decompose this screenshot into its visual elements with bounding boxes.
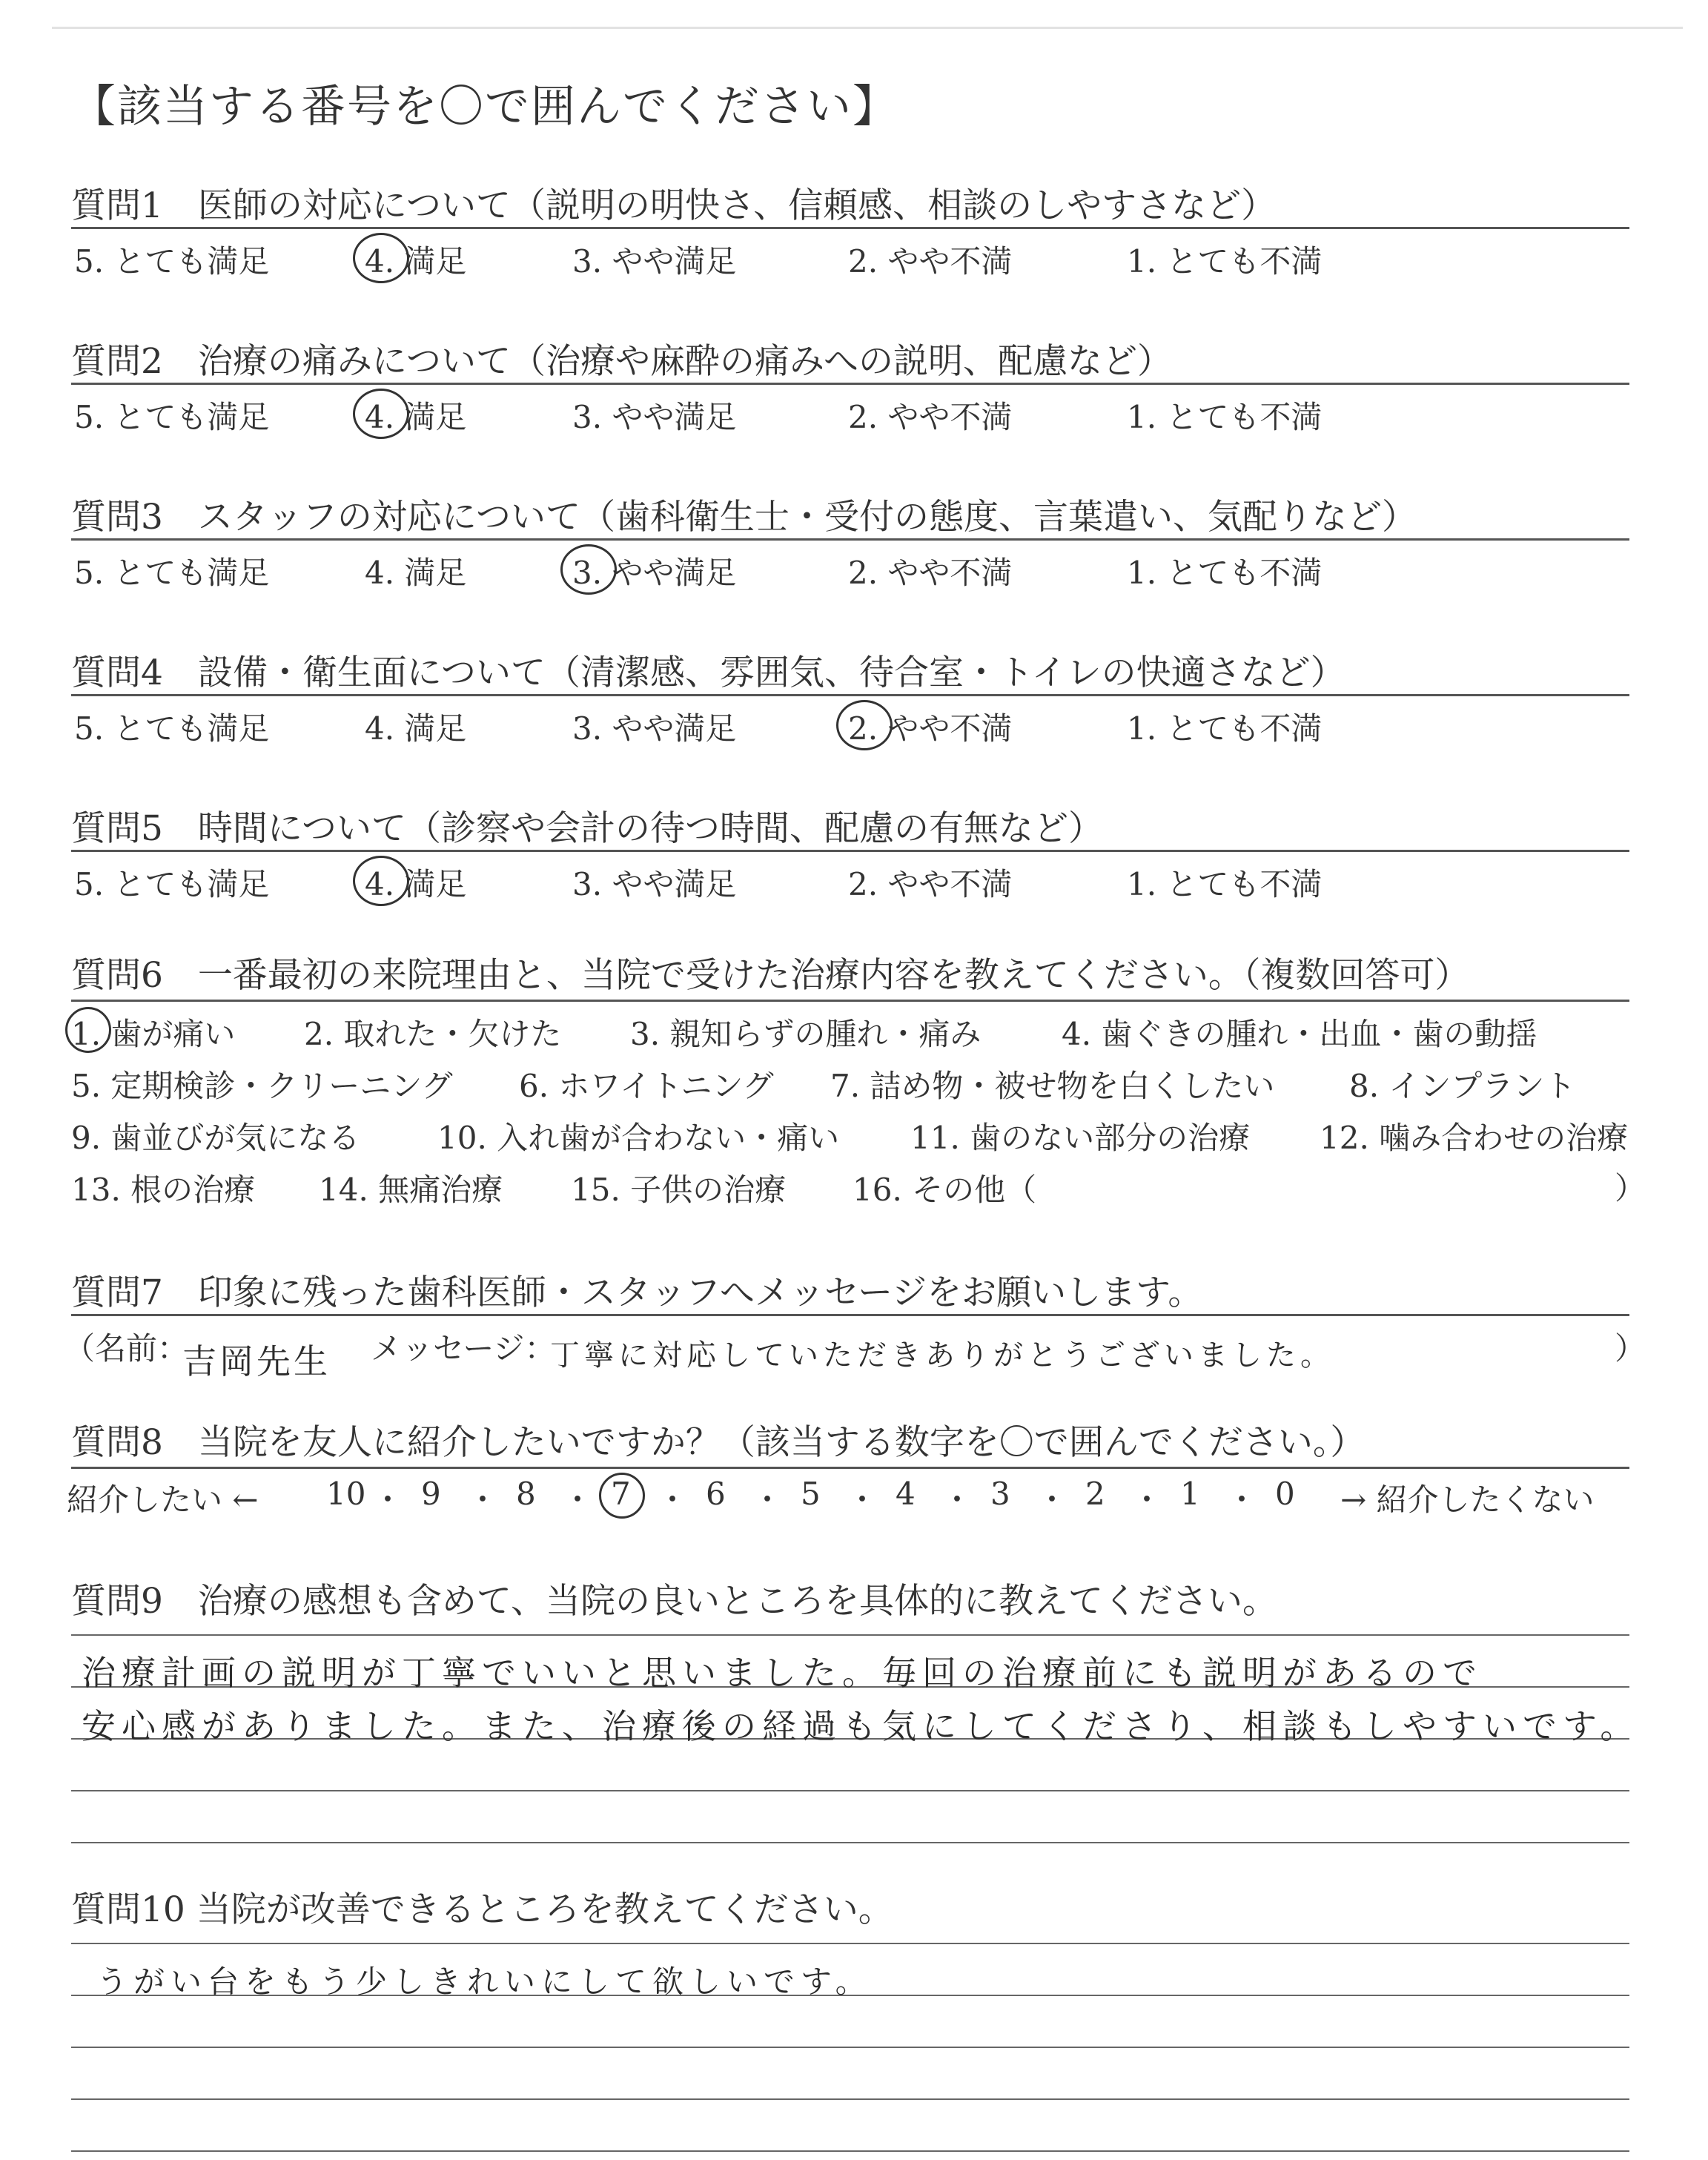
q7-name-value[interactable]: 吉岡先生 bbox=[182, 1341, 331, 1381]
q1-option-1[interactable]: 1. とても不満 bbox=[1127, 243, 1323, 280]
q8-scale-separator: ・ bbox=[562, 1482, 594, 1518]
q3-option-1[interactable]: 1. とても不満 bbox=[1127, 555, 1323, 591]
q10-answer-text[interactable]: うがい台をもう少しきれいにして欲しいです。 bbox=[96, 1964, 873, 2000]
q8-scale-separator: ・ bbox=[847, 1482, 878, 1518]
instruction-header: 【該当する番号を〇で囲んでください】 bbox=[71, 81, 898, 133]
q2-selection-circle bbox=[353, 389, 409, 439]
q7-title: 質問7 印象に残った歯科医師・スタッフへメッセージをお願いします。 bbox=[71, 1272, 1203, 1313]
q6-option-5[interactable]: 5. 定期検診・クリーニング bbox=[71, 1068, 453, 1104]
q8-scale-10[interactable]: 10 bbox=[326, 1476, 366, 1512]
q2-option-2[interactable]: 2. やや不満 bbox=[848, 399, 1013, 435]
q8-scale-separator: ・ bbox=[941, 1482, 973, 1518]
q8-scale-7[interactable]: 7 bbox=[611, 1476, 631, 1512]
q7-name-label: （名前： bbox=[64, 1330, 189, 1367]
q3-option-5[interactable]: 5. とても満足 bbox=[74, 555, 270, 591]
q8-scale-separator: ・ bbox=[372, 1482, 404, 1518]
q4-option-2[interactable]: 2. やや不満 bbox=[848, 710, 1013, 747]
q1-option-5[interactable]: 5. とても満足 bbox=[74, 243, 270, 280]
q4-option-5[interactable]: 5. とても満足 bbox=[74, 710, 270, 747]
q2-option-5[interactable]: 5. とても満足 bbox=[74, 399, 270, 435]
q5-option-2[interactable]: 2. やや不満 bbox=[848, 866, 1013, 902]
q8-scale-2[interactable]: 2 bbox=[1085, 1476, 1105, 1512]
top-border bbox=[52, 27, 1683, 29]
q8-scale-1[interactable]: 1 bbox=[1180, 1476, 1200, 1512]
q6-title: 質問6 一番最初の来院理由と、当院で受けた治療内容を教えてください。（複数回答可） bbox=[71, 955, 1470, 996]
q9-answer-text-1[interactable]: 治療計画の説明が丁寧でいいと思いました。毎回の治療前にも説明があるので bbox=[82, 1653, 1483, 1693]
q3-option-4[interactable]: 4. 満足 bbox=[365, 555, 467, 591]
q8-scale-9[interactable]: 9 bbox=[421, 1476, 441, 1512]
q8-scale-separator: ・ bbox=[1226, 1482, 1258, 1518]
q6-option-11[interactable]: 11. 歯のない部分の治療 bbox=[910, 1120, 1251, 1156]
q1-selection-circle bbox=[353, 233, 409, 283]
q6-option-10[interactable]: 10. 入れ歯が合わない・痛い bbox=[437, 1120, 840, 1156]
q8-scale-separator: ・ bbox=[1131, 1482, 1163, 1518]
q9-answer-text-2[interactable]: 安心感がありました。また、治療後の経過も気にしてくださり、相談もしやすいです。 bbox=[82, 1706, 1641, 1746]
q8-right-label: → 紹介したくない bbox=[1340, 1482, 1595, 1518]
q6-rule bbox=[71, 1000, 1629, 1002]
q8-scale-0[interactable]: 0 bbox=[1275, 1476, 1295, 1512]
q8-scale-separator: ・ bbox=[467, 1482, 499, 1518]
q8-left-label: 紹介したい ← bbox=[67, 1482, 259, 1518]
q4-selection-circle bbox=[836, 700, 893, 750]
q2-option-4[interactable]: 4. 満足 bbox=[365, 399, 467, 435]
q5-option-4[interactable]: 4. 満足 bbox=[365, 866, 467, 902]
q1-option-3[interactable]: 3. やや満足 bbox=[572, 243, 737, 280]
q5-option-3[interactable]: 3. やや満足 bbox=[572, 866, 737, 902]
q10-answer-line bbox=[71, 2098, 1629, 2100]
q1-option-4[interactable]: 4. 満足 bbox=[365, 243, 467, 280]
q4-title: 質問4 設備・衛生面について（清潔感、雰囲気、待合室・トイレの快適さなど） bbox=[71, 653, 1345, 693]
q7-close-paren: ） bbox=[1615, 1330, 1646, 1367]
q7-message-value[interactable]: 丁寧に対応していただきありがとうございました。 bbox=[550, 1338, 1334, 1373]
q6-option-13[interactable]: 13. 根の治療 bbox=[71, 1172, 256, 1208]
q8-selection-circle bbox=[599, 1473, 645, 1519]
q6-option-14[interactable]: 14. 無痛治療 bbox=[319, 1172, 503, 1208]
q6-option-6[interactable]: 6. ホワイトニング bbox=[519, 1068, 774, 1104]
q8-title: 質問8 当院を友人に紹介したいですか？（該当する数字を〇で囲んでください。） bbox=[71, 1422, 1366, 1463]
q6-option-16[interactable]: 16. その他（ bbox=[853, 1172, 1037, 1208]
q9-answer-line bbox=[71, 1842, 1629, 1843]
q1-option-2[interactable]: 2. やや不満 bbox=[848, 243, 1013, 280]
q10-answer-line bbox=[71, 2150, 1629, 2152]
q4-option-1[interactable]: 1. とても不満 bbox=[1127, 710, 1323, 747]
q6-selection-circle bbox=[65, 1007, 111, 1053]
q8-scale-4[interactable]: 4 bbox=[896, 1476, 916, 1512]
q8-rule bbox=[71, 1467, 1629, 1469]
q6-option-1[interactable]: 1. 歯が痛い bbox=[71, 1016, 236, 1052]
q8-scale-separator: ・ bbox=[752, 1482, 784, 1518]
q8-scale-5[interactable]: 5 bbox=[801, 1476, 821, 1512]
q6-option-12[interactable]: 12. 噛み合わせの治療 bbox=[1320, 1120, 1629, 1156]
q9-title: 質問9 治療の感想も含めて、当院の良いところを具体的に教えてください。 bbox=[71, 1581, 1277, 1622]
q3-selection-circle bbox=[560, 544, 617, 595]
q6-option-4[interactable]: 4. 歯ぐきの腫れ・出血・歯の動揺 bbox=[1062, 1016, 1537, 1052]
q6-option-3[interactable]: 3. 親知らずの腫れ・痛み bbox=[630, 1016, 982, 1052]
q3-option-3[interactable]: 3. やや満足 bbox=[572, 555, 737, 591]
q1-rule bbox=[71, 227, 1629, 229]
q6-option-8[interactable]: 8. インプラント bbox=[1349, 1068, 1576, 1104]
q6-option-9[interactable]: 9. 歯並びが気になる bbox=[71, 1120, 360, 1156]
q5-selection-circle bbox=[353, 856, 409, 906]
q8-scale-6[interactable]: 6 bbox=[706, 1476, 726, 1512]
q5-option-1[interactable]: 1. とても不満 bbox=[1127, 866, 1323, 902]
q8-scale-3[interactable]: 3 bbox=[990, 1476, 1010, 1512]
q1-title: 質問1 医師の対応について（説明の明快さ、信頼感、相談のしやすさなど） bbox=[71, 185, 1277, 226]
q8-scale-8[interactable]: 8 bbox=[516, 1476, 536, 1512]
q6-option-15[interactable]: 15. 子供の治療 bbox=[571, 1172, 787, 1208]
q2-option-3[interactable]: 3. やや満足 bbox=[572, 399, 737, 435]
q2-option-1[interactable]: 1. とても不満 bbox=[1127, 399, 1323, 435]
q7-message-label: メッセージ： bbox=[371, 1330, 556, 1367]
q10-answer-line bbox=[71, 1943, 1629, 1944]
q5-rule bbox=[71, 850, 1629, 852]
q4-option-3[interactable]: 3. やや満足 bbox=[572, 710, 737, 747]
q2-rule bbox=[71, 383, 1629, 385]
q5-title: 質問5 時間について（診察や会計の待つ時間、配慮の有無など） bbox=[71, 808, 1103, 849]
q6-option-7[interactable]: 7. 詰め物・被せ物を白くしたい bbox=[830, 1068, 1275, 1104]
q9-answer-line bbox=[71, 1790, 1629, 1791]
q7-rule bbox=[71, 1314, 1629, 1316]
q9-answer-line bbox=[71, 1634, 1629, 1636]
q6-close-paren: ） bbox=[1615, 1170, 1646, 1206]
q5-option-5[interactable]: 5. とても満足 bbox=[74, 866, 270, 902]
q10-title: 質問10 当院が改善できるところを教えてください。 bbox=[71, 1889, 893, 1930]
q3-rule bbox=[71, 538, 1629, 541]
q3-option-2[interactable]: 2. やや不満 bbox=[848, 555, 1013, 591]
q4-option-4[interactable]: 4. 満足 bbox=[365, 710, 467, 747]
q3-title: 質問3 スタッフの対応について（歯科衛生士・受付の態度、言葉遣い、気配りなど） bbox=[71, 497, 1417, 538]
q8-scale-separator: ・ bbox=[1036, 1482, 1068, 1518]
q2-title: 質問2 治療の痛みについて（治療や麻酔の痛みへの説明、配慮など） bbox=[71, 341, 1173, 382]
q10-answer-line bbox=[71, 2047, 1629, 2048]
q8-scale-separator: ・ bbox=[657, 1482, 689, 1518]
q4-rule bbox=[71, 694, 1629, 696]
q6-option-2[interactable]: 2. 取れた・欠けた bbox=[304, 1016, 562, 1052]
